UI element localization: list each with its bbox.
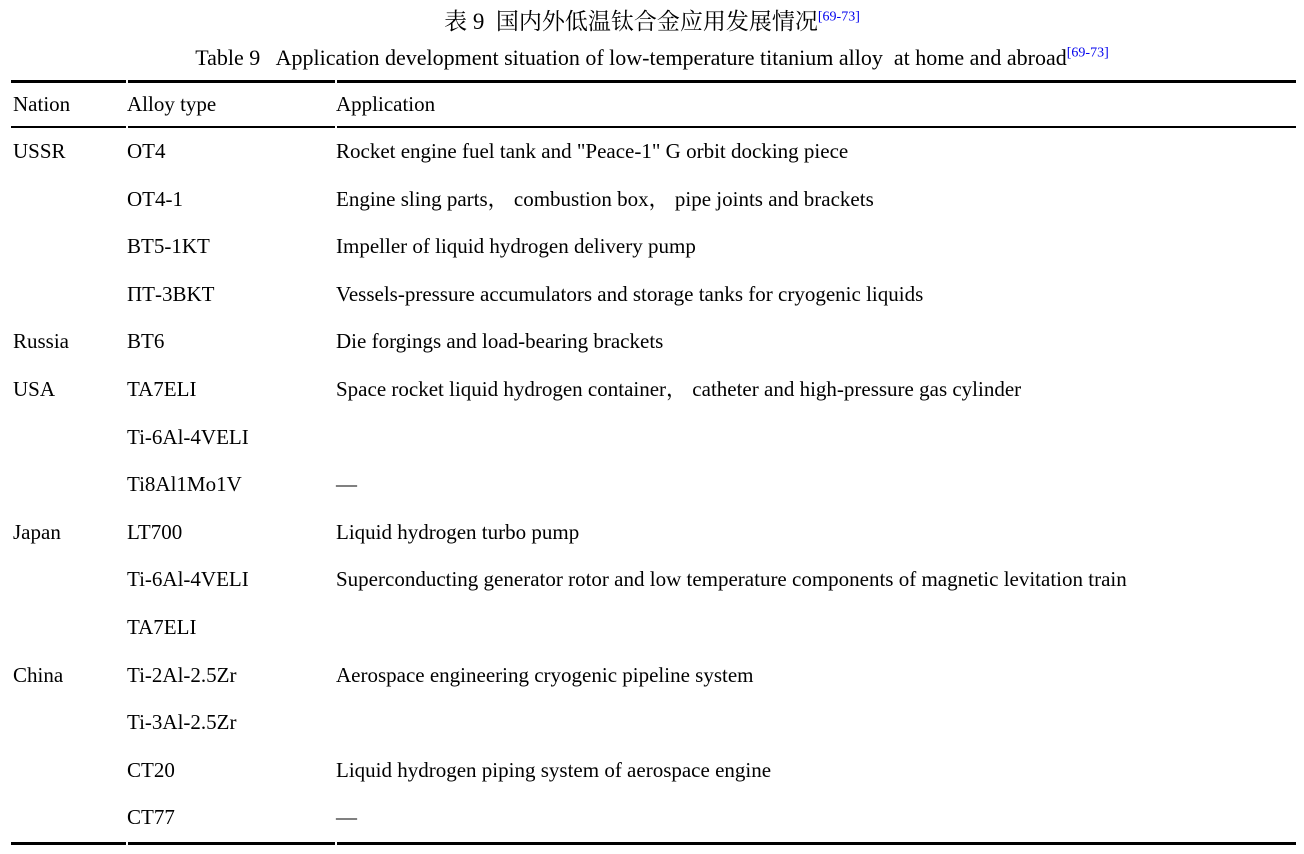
alloy-type-cell: BT6 — [127, 329, 165, 354]
table-row — [11, 604, 1296, 652]
application-cell: Superconducting generator rotor and low temperature components of magnetic levitation train — [336, 567, 1127, 592]
nation-cell: USA — [13, 376, 56, 401]
table-body — [11, 128, 1296, 842]
nation-cell: Russia — [13, 329, 70, 354]
table-row — [11, 318, 1296, 366]
table-row — [11, 271, 1296, 319]
alloy-type-cell: LT700 — [127, 519, 183, 544]
application-cell: Vessels-pressure accumulators and storage tanks for cryogenic liquids — [336, 281, 924, 306]
table-top-rule — [11, 80, 1296, 83]
table-header-underline — [11, 126, 1296, 128]
application-cell: — — [336, 472, 357, 497]
application-cell: Liquid hydrogen turbo pump — [336, 519, 580, 544]
alloy-type-cell: TA7ELI — [127, 614, 197, 639]
table-title-chinese — [0, 0, 1304, 37]
alloy-type-cell: BT5-1KT — [127, 234, 210, 259]
application-cell: Rocket engine fuel tank and "Peace-1" G orbit docking piece — [336, 139, 849, 163]
alloy-type-cell: OT4-1 — [127, 186, 183, 211]
alloy-type-cell: ПТ-3BKT — [127, 281, 215, 306]
citation-ref-english[interactable]: [69-73] — [1066, 45, 1109, 61]
table-bottom-rule — [11, 842, 1296, 845]
alloy-type-cell: OT4 — [127, 139, 166, 163]
application-cell: Aerospace engineering cryogenic pipeline system — [336, 662, 754, 687]
nation-cell: USSR — [13, 139, 66, 163]
nation-cell: Japan — [13, 519, 61, 544]
alloy-type-cell: Ti-2Al-2.5Zr — [127, 662, 237, 687]
table-row — [11, 747, 1296, 795]
table-row — [11, 652, 1296, 700]
table-row — [11, 699, 1296, 747]
table-row — [11, 366, 1296, 414]
nation-cell: China — [13, 662, 64, 687]
table-title-english — [0, 43, 1304, 73]
column-header-nation: Nation — [13, 92, 71, 116]
table-title-chinese-text: 表 9 国内外低温钛合金应用发展情况 — [444, 9, 818, 34]
table-row — [11, 128, 1296, 176]
alloy-type-cell: Ti-3Al-2.5Zr — [127, 710, 237, 735]
application-cell: Die forgings and load-bearing brackets — [336, 329, 664, 354]
column-header-alloy-type: Alloy type — [127, 92, 217, 116]
table-row — [11, 176, 1296, 224]
application-cell: Engine sling parts， combustion box， pipe joints and brackets — [336, 186, 874, 211]
application-cell: Impeller of liquid hydrogen delivery pump — [336, 234, 696, 259]
application-cell: — — [336, 805, 357, 830]
data-table — [11, 80, 1296, 845]
application-cell: Space rocket liquid hydrogen container， catheter and high-pressure gas cylinder — [336, 376, 1022, 401]
alloy-type-cell: Ti-6Al-4VELI — [127, 424, 249, 449]
alloy-type-cell: CT20 — [127, 757, 175, 782]
table-row — [11, 794, 1296, 842]
table-row — [11, 414, 1296, 462]
table-row — [11, 223, 1296, 271]
table-header-row — [11, 83, 1296, 126]
table-title-english-text: Table 9 Application development situation of low-temperature titanium alloy at home and abroad — [195, 45, 1067, 70]
alloy-type-cell: Ti8Al1Mo1V — [127, 472, 242, 497]
alloy-type-cell: TA7ELI — [127, 376, 197, 401]
table-row — [11, 461, 1296, 509]
table-row — [11, 556, 1296, 604]
table-row — [11, 509, 1296, 557]
alloy-type-cell: Ti-6Al-4VELI — [127, 567, 249, 592]
column-header-application: Application — [336, 92, 436, 116]
application-cell: Liquid hydrogen piping system of aerospace engine — [336, 757, 772, 782]
citation-ref-chinese[interactable]: [69-73] — [817, 9, 860, 25]
alloy-type-cell: CT77 — [127, 805, 175, 830]
